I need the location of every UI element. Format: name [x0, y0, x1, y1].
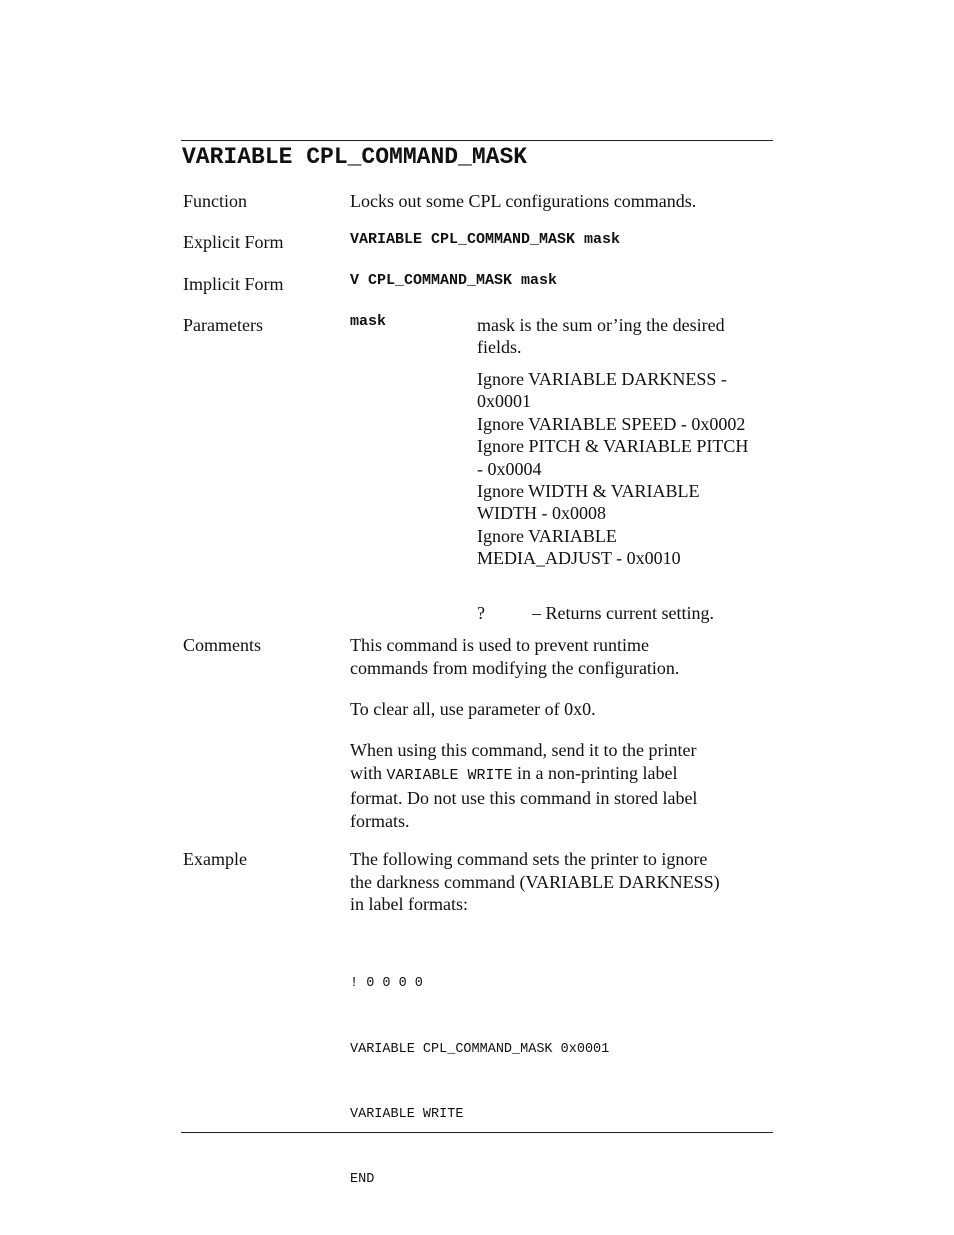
parameter-description-line: mask is the sum or’ing the desired [477, 315, 725, 335]
parameter-option-line: Ignore VARIABLE [477, 525, 617, 546]
code-line: ! 0 0 0 0 [350, 976, 423, 992]
code-line: VARIABLE WRITE [350, 1106, 464, 1122]
explicit-form-code: VARIABLE CPL_COMMAND_MASK mask [350, 231, 621, 248]
parameter-description [477, 314, 725, 359]
comments-paragraph-3 [350, 739, 697, 832]
comments-paragraph-2: To clear all, use parameter of 0x0. [350, 699, 596, 719]
parameters-label: Parameters [183, 315, 263, 335]
parameter-option-line: 0x0001 [477, 391, 531, 412]
parameter-options [477, 368, 748, 570]
example-label: Example [183, 849, 247, 869]
bottom-rule [181, 1132, 773, 1133]
example-intro-line: the darkness command (VARIABLE DARKNESS) [350, 871, 720, 892]
parameter-option-line: WIDTH - 0x0008 [477, 503, 606, 524]
parameter-name: mask [350, 313, 387, 330]
comments-line: This command is used to prevent runtime [350, 635, 649, 655]
example-code-block [350, 930, 609, 1212]
query-symbol: ? [477, 603, 485, 623]
implicit-form-code: V CPL_COMMAND_MASK mask [350, 272, 558, 289]
comments-text-fragment: with [350, 762, 387, 783]
parameter-option-line: Ignore WIDTH & VARIABLE [477, 481, 700, 502]
parameter-option-line: Ignore VARIABLE SPEED - 0x0002 [477, 413, 746, 434]
implicit-form-label: Implicit Form [183, 274, 284, 294]
comments-label: Comments [183, 635, 262, 655]
comments-line [350, 762, 697, 788]
comments-paragraph-1 [350, 634, 679, 679]
parameter-description-line: fields. [477, 337, 522, 358]
function-label: Function [183, 191, 248, 211]
example-intro-line: in label formats: [350, 894, 468, 914]
comments-line: When using this command, send it to the printer [350, 740, 697, 760]
comments-text-fragment: in a non-printing label [512, 762, 678, 783]
comments-line: format. Do not use this command in stored label [350, 788, 698, 808]
parameter-option-line: Ignore PITCH & VARIABLE PITCH [477, 436, 749, 457]
function-text: Locks out some CPL configurations commands. [350, 191, 697, 211]
example-intro-line: The following command sets the printer to ignore [350, 849, 708, 869]
code-line: VARIABLE CPL_COMMAND_MASK 0x0001 [350, 1041, 610, 1057]
parameter-option-line: Ignore VARIABLE DARKNESS - [477, 369, 727, 389]
explicit-form-label: Explicit Form [183, 232, 284, 252]
example-intro [350, 848, 720, 916]
code-line: END [350, 1171, 375, 1187]
page-title: VARIABLE CPL_COMMAND_MASK [182, 144, 528, 170]
inline-code: VARIABLE WRITE [386, 766, 513, 784]
comments-line: formats. [350, 810, 410, 831]
parameter-option-line: MEDIA_ADJUST - 0x0010 [477, 548, 681, 569]
comments-line: commands from modifying the configuration. [350, 657, 680, 678]
query-description: – Returns current setting. [532, 603, 714, 623]
parameter-option-line: - 0x0004 [477, 458, 542, 479]
